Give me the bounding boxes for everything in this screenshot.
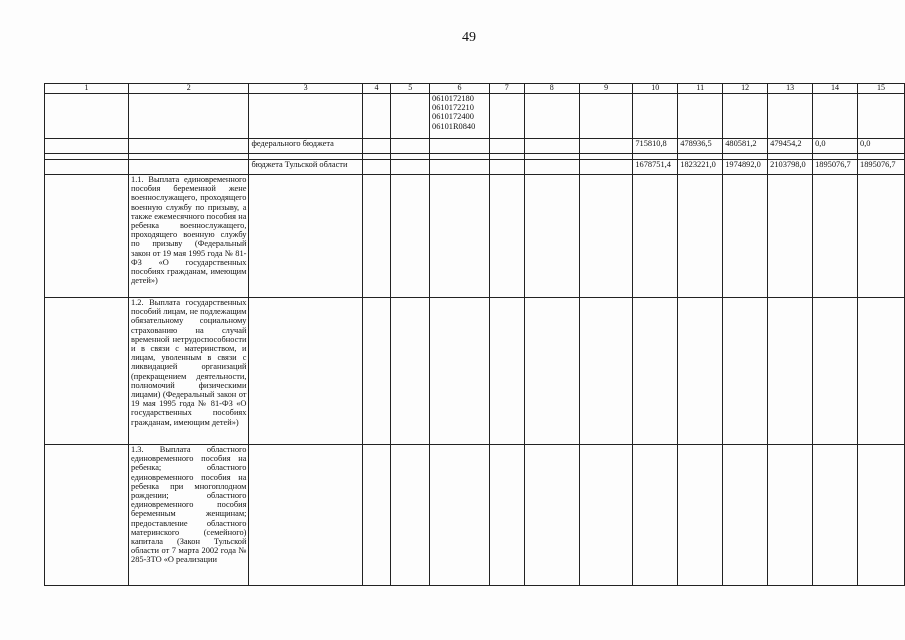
value-cell: 1974892,0 [723,160,768,175]
funding-source: бюджета Тульской области [249,160,362,175]
measure-description: 1.1. Выплата единовременного пособия беременной жене военнослужащего, проходящего военную службу по призыву, а также ежемесячного пособия на ребенка военнослужащего, проходящего военную службу по призыву (Федеральный закон от 19 мая 1995 года № 81-ФЗ «О государственных пособиях гражданам, имеющим детей») [129,175,249,298]
budget-code: 0610172180 [432,94,474,103]
table-row [45,160,905,175]
column-number: 14 [813,84,858,94]
column-number: 3 [249,84,362,94]
measure-description: 1.2. Выплата государственных пособий лицам, не подлежащим обязательному социальному страхованию на случай временной нетрудоспособности и в связи с материнством, и лицам, уволенным в связи с ликвидацией организаций (прекращением деятельности, полномочий физическими лицами) (Федеральный закон от 19 мая 1995 года № 81-ФЗ «О государственных пособиях гражданам, имеющим детей») [129,298,249,445]
budget-code-cell [430,94,490,139]
column-number: 9 [579,84,632,94]
column-number: 4 [362,84,391,94]
value-cell: 715810,8 [633,139,678,154]
value-cell: 479454,2 [768,139,813,154]
measure-description: 1.3. Выплата областного единовременного пособия на ребенка; областного единовременного пособия на ребенка при многоплодном рождении; областного единовременного пособия беременным женщинам; предоставление областного материнского (семейного) капитала (Закон Тульской области от 7 марта 2002 года № 285-ЗТО «О реализации [129,445,249,586]
column-number: 6 [430,84,490,94]
column-number: 13 [768,84,813,94]
column-number: 11 [678,84,723,94]
column-number: 10 [633,84,678,94]
value-cell: 1823221,0 [678,160,723,175]
budget-code: 0610172210 [432,103,474,113]
value-cell: 2103798,0 [768,160,813,175]
value-cell: 0,0 [813,139,858,154]
value-cell: 1678751,4 [633,160,678,175]
budget-table [44,83,905,586]
budget-code: 0610172400 [432,112,474,122]
value-cell: 480581,2 [723,139,768,154]
column-number-row [45,84,905,94]
column-number: 15 [858,84,905,94]
funding-source: федерального бюджета [249,139,362,154]
column-number: 5 [391,84,430,94]
column-number: 12 [723,84,768,94]
table-row [45,139,905,154]
budget-code: 06101R0840 [432,121,476,131]
table-row [45,298,905,445]
value-cell: 1895076,7 [858,160,905,175]
column-number: 2 [129,84,249,94]
table-row [45,175,905,298]
column-number: 8 [524,84,579,94]
column-number: 1 [45,84,129,94]
table-row [45,445,905,586]
table-row [45,94,905,139]
page-number: 49 [462,30,476,45]
value-cell: 1895076,7 [813,160,858,175]
value-cell: 478936,5 [678,139,723,154]
column-number: 7 [489,84,524,94]
value-cell: 0,0 [858,139,905,154]
